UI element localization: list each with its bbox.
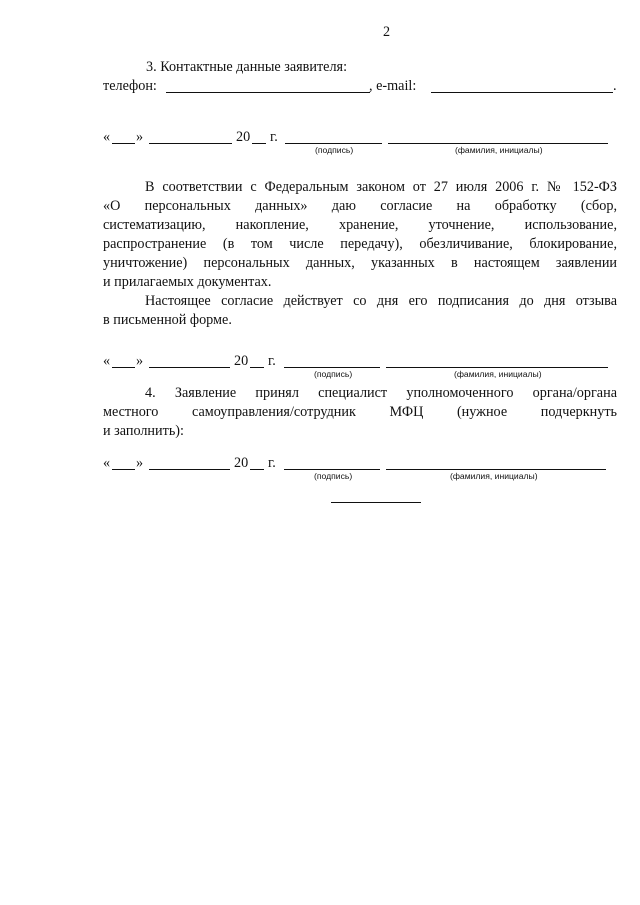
- signature-caption: (подпись): [314, 471, 353, 481]
- email-label: , e-mail:: [369, 78, 417, 94]
- consent-line: В соответствии с Федеральным законом от 27 июля 2006 г. № 152-ФЗ: [145, 179, 617, 195]
- accepted-line: 4. Заявление принял специалист уполномоченного органа/органа: [145, 385, 617, 401]
- month-field-line[interactable]: [149, 367, 230, 368]
- name-field-line[interactable]: [388, 143, 608, 144]
- year-suffix: г.: [268, 353, 276, 369]
- quote-open: «: [103, 455, 111, 471]
- consent-line: уничтожение) персональных данных, указанных в настоящем заявлении: [103, 255, 617, 271]
- phone-field-line[interactable]: [166, 92, 370, 93]
- name-field-line[interactable]: [386, 367, 608, 368]
- year-suffix: г.: [268, 455, 276, 471]
- signature-field-line[interactable]: [285, 143, 382, 144]
- consent-line: систематизацию, накопление, хранение, уточнение, использование,: [103, 217, 617, 233]
- year-field-line[interactable]: [252, 143, 266, 144]
- accepted-line: и заполнить):: [103, 423, 184, 439]
- consent-line: распространение (в том числе передачу), обезличивание, блокирование,: [103, 236, 617, 252]
- year-prefix: 20: [234, 455, 249, 471]
- signature-field-line[interactable]: [284, 469, 380, 470]
- quote-close: »: [136, 353, 144, 369]
- day-field-line[interactable]: [112, 469, 135, 470]
- phone-label: телефон:: [103, 78, 157, 94]
- validity-paragraph: [103, 292, 617, 330]
- quote-open: «: [103, 129, 111, 145]
- quote-close: »: [136, 455, 144, 471]
- name-caption: (фамилия, инициалы): [454, 369, 542, 379]
- email-field-line[interactable]: [431, 92, 613, 93]
- quote-open: «: [103, 353, 111, 369]
- year-field-line[interactable]: [250, 367, 264, 368]
- month-field-line[interactable]: [149, 143, 232, 144]
- year-suffix: г.: [270, 129, 278, 145]
- name-caption: (фамилия, инициалы): [455, 145, 543, 155]
- year-field-line[interactable]: [250, 469, 264, 470]
- end-dot: .: [613, 78, 617, 94]
- signature-field-line[interactable]: [284, 367, 380, 368]
- quote-close: »: [136, 129, 144, 145]
- accepted-line: местного самоуправления/сотрудник МФЦ (нужное подчеркнуть: [103, 404, 617, 420]
- accepted-paragraph: [103, 384, 617, 441]
- day-field-line[interactable]: [112, 143, 135, 144]
- closing-separator: [331, 502, 421, 503]
- year-prefix: 20: [236, 129, 251, 145]
- name-caption: (фамилия, инициалы): [450, 471, 538, 481]
- consent-line: и прилагаемых документах.: [103, 274, 272, 290]
- consent-paragraph: [103, 178, 617, 292]
- signature-caption: (подпись): [314, 369, 353, 379]
- day-field-line[interactable]: [112, 367, 135, 368]
- month-field-line[interactable]: [149, 469, 230, 470]
- page-number: 2: [383, 24, 391, 40]
- validity-line: Настоящее согласие действует со дня его подписания до дня отзыва: [145, 293, 617, 309]
- year-prefix: 20: [234, 353, 249, 369]
- signature-caption: (подпись): [315, 145, 354, 155]
- validity-line: в письменной форме.: [103, 312, 232, 328]
- contacts-heading: 3. Контактные данные заявителя:: [146, 59, 348, 75]
- consent-line: «О персональных данных» даю согласие на обработку (сбор,: [103, 198, 617, 214]
- name-field-line[interactable]: [386, 469, 606, 470]
